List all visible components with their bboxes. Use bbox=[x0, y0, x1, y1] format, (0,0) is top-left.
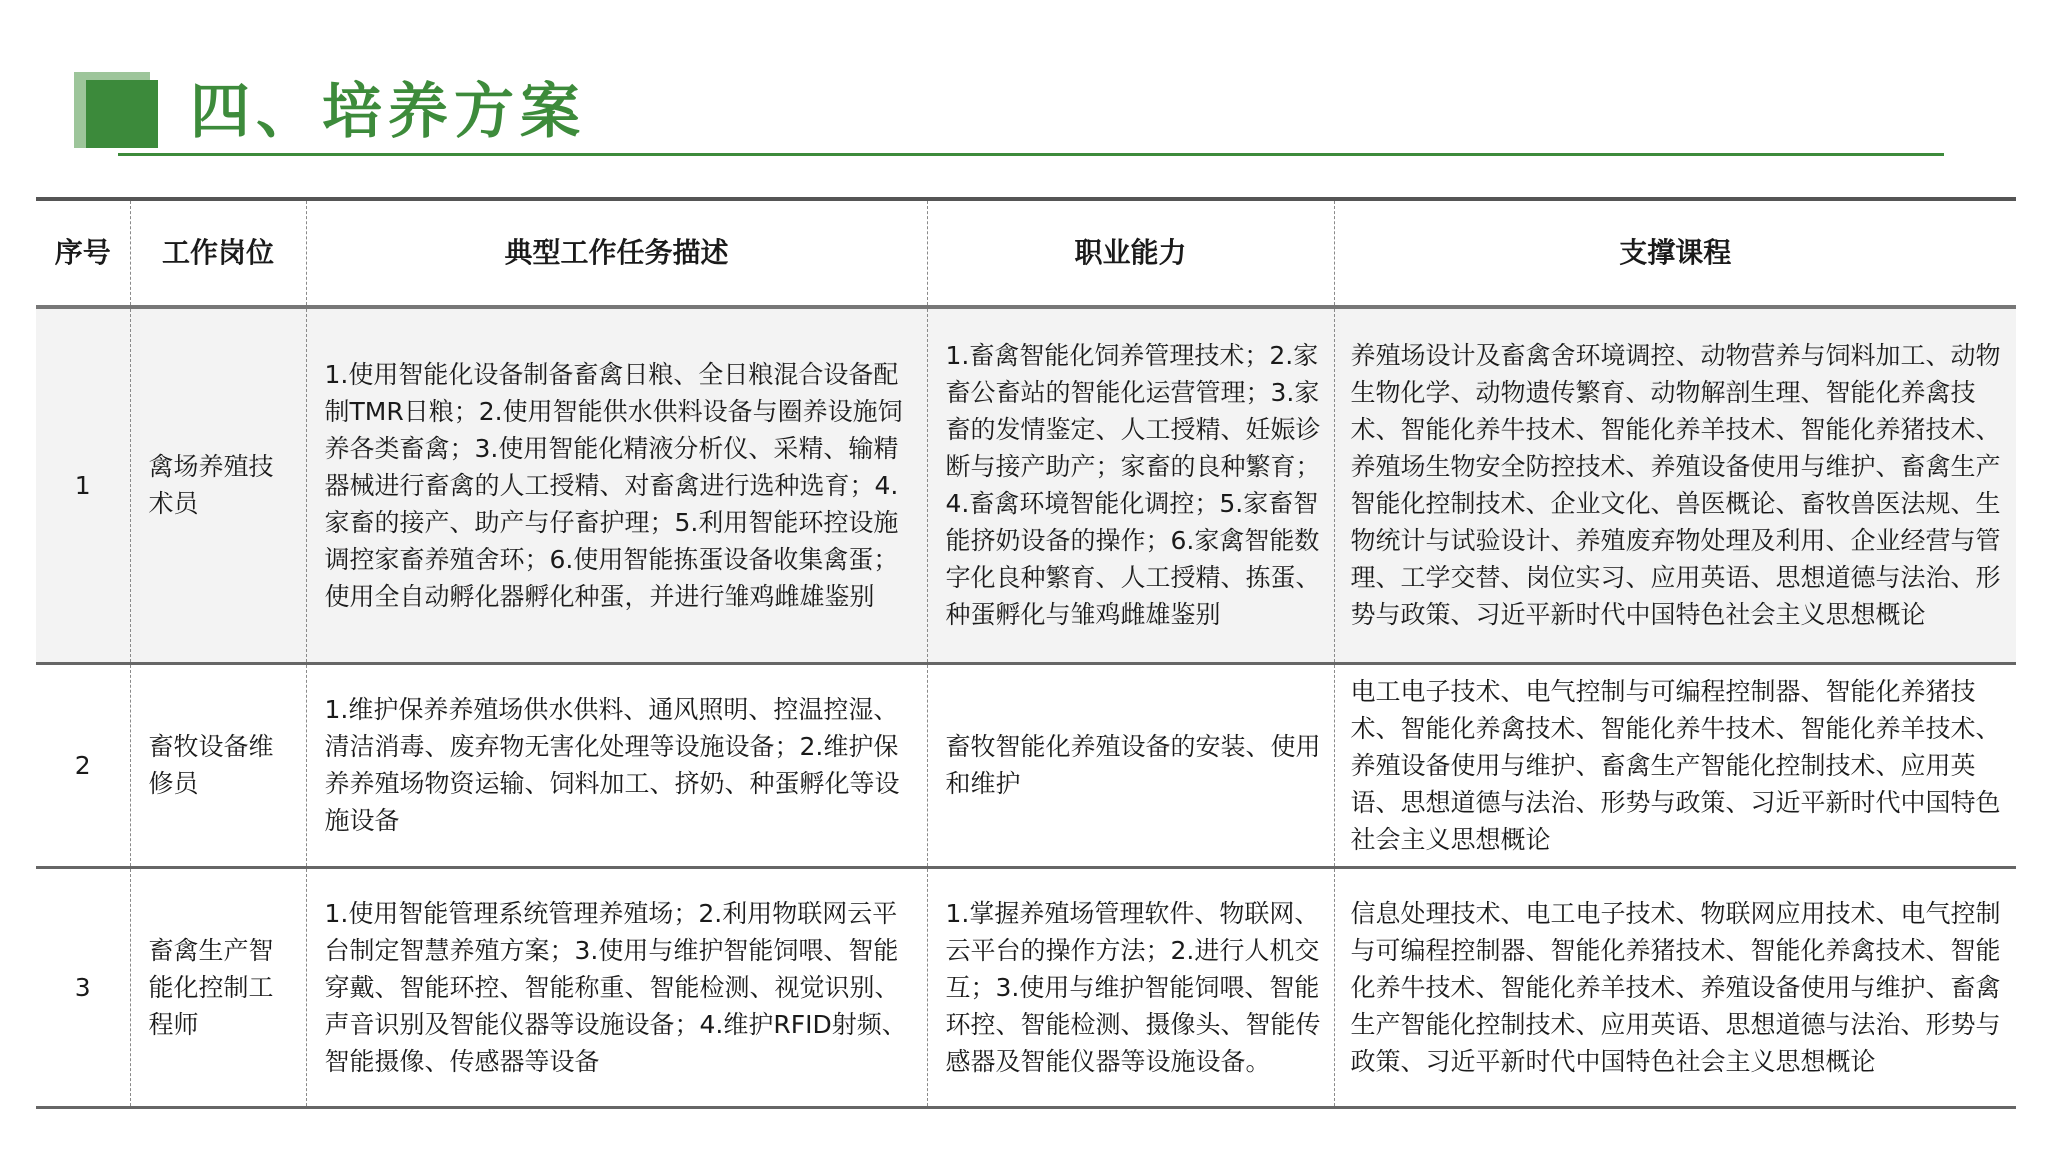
row-position: 畜禽生产智能化控制工程师 bbox=[130, 867, 306, 1107]
table-row bbox=[36, 663, 2016, 867]
row-ability: 1.畜禽智能化饲养管理技术；2.家畜公畜站的智能化运营管理；3.家畜的发情鉴定、人工授精、妊娠诊断与接产助产；家畜的良种繁育；4.畜禽环境智能化调控；5.家畜智能挤奶设备的操作；6.家禽智能数字化良种繁育、人工授精、拣蛋、种蛋孵化与雏鸡雌雄鉴别 bbox=[927, 307, 1334, 663]
row-index: 1 bbox=[36, 307, 130, 663]
header-courses: 支撑课程 bbox=[1334, 199, 2016, 307]
row-index: 3 bbox=[36, 867, 130, 1107]
row-index: 2 bbox=[36, 663, 130, 867]
table-header-row bbox=[36, 199, 2016, 307]
row-position: 畜牧设备维修员 bbox=[130, 663, 306, 867]
row-tasks: 1.使用智能化设备制备畜禽日粮、全日粮混合设备配制TMR日粮；2.使用智能供水供料设备与圈养设施饲养各类畜禽；3.使用智能化精液分析仪、采精、输精器械进行畜禽的人工授精、对畜禽进行选种选育；4.家畜的接产、助产与仔畜护理；5.利用智能环控设施调控家畜养殖舍环；6.使用智能拣蛋设备收集禽蛋；使用全自动孵化器孵化种蛋，并进行雏鸡雌雄鉴别 bbox=[306, 307, 927, 663]
header-tasks: 典型工作任务描述 bbox=[306, 199, 927, 307]
title-decoration-dark-square bbox=[86, 80, 158, 148]
row-courses: 电工电子技术、电气控制与可编程控制器、智能化养猪技术、智能化养禽技术、智能化养牛技术、智能化养羊技术、养殖设备使用与维护、畜禽生产智能化控制技术、应用英语、思想道德与法治、形势与政策、习近平新时代中国特色社会主义思想概论 bbox=[1334, 663, 2016, 867]
row-tasks: 1.维护保养养殖场供水供料、通风照明、控温控湿、清洁消毒、废弃物无害化处理等设施设备；2.维护保养养殖场物资运输、饲料加工、挤奶、种蛋孵化等设施设备 bbox=[306, 663, 927, 867]
page-title: 四、培养方案 bbox=[190, 77, 586, 147]
table-row bbox=[36, 307, 2016, 663]
header-index: 序号 bbox=[36, 199, 130, 307]
row-position: 禽场养殖技术员 bbox=[130, 307, 306, 663]
row-ability: 1.掌握养殖场管理软件、物联网、云平台的操作方法；2.进行人机交互；3.使用与维护智能饲喂、智能环控、智能检测、摄像头、智能传感器及智能仪器等设施设备。 bbox=[927, 867, 1334, 1107]
row-ability: 畜牧智能化养殖设备的安装、使用和维护 bbox=[927, 663, 1334, 867]
title-underline bbox=[118, 153, 1944, 156]
row-courses: 信息处理技术、电工电子技术、物联网应用技术、电气控制与可编程控制器、智能化养猪技术、智能化养禽技术、智能化养牛技术、智能化养羊技术、养殖设备使用与维护、畜禽生产智能化控制技术、应用英语、思想道德与法治、形势与政策、习近平新时代中国特色社会主义思想概论 bbox=[1334, 867, 2016, 1107]
row-tasks: 1.使用智能管理系统管理养殖场；2.利用物联网云平台制定智慧养殖方案；3.使用与维护智能饲喂、智能穿戴、智能环控、智能称重、智能检测、视觉识别、声音识别及智能仪器等设施设备；4.维护RFID射频、智能摄像、传感器等设备 bbox=[306, 867, 927, 1107]
header-ability: 职业能力 bbox=[927, 199, 1334, 307]
training-plan-table bbox=[36, 197, 2016, 1109]
header-position: 工作岗位 bbox=[130, 199, 306, 307]
row-courses: 养殖场设计及畜禽舍环境调控、动物营养与饲料加工、动物生物化学、动物遗传繁育、动物解剖生理、智能化养禽技术、智能化养牛技术、智能化养羊技术、智能化养猪技术、养殖场生物安全防控技术、养殖设备使用与维护、畜禽生产智能化控制技术、企业文化、兽医概论、畜牧兽医法规、生物统计与试验设计、养殖废弃物处理及利用、企业经营与管理、工学交替、岗位实习、应用英语、思想道德与法治、形势与政策、习近平新时代中国特色社会主义思想概论 bbox=[1334, 307, 2016, 663]
table-row bbox=[36, 867, 2016, 1107]
